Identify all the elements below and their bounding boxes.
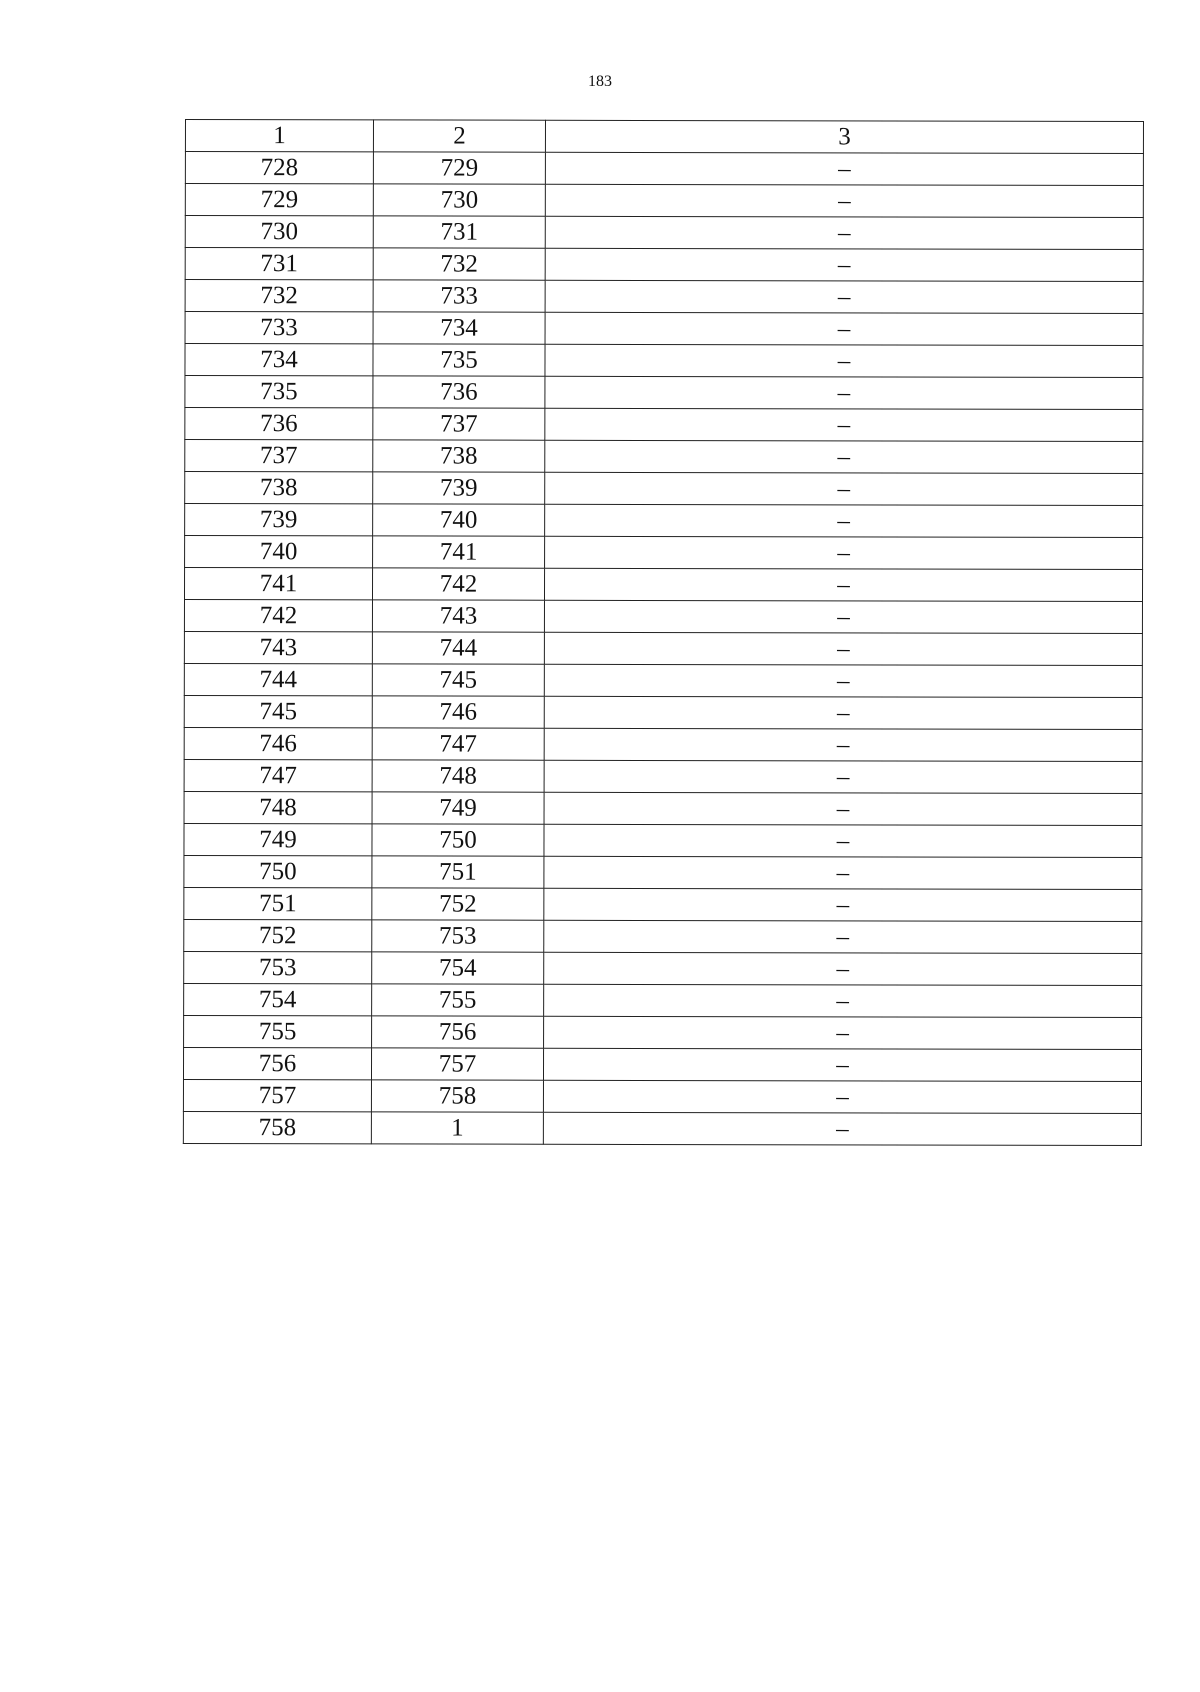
data-table <box>183 119 1144 1146</box>
table-cell: 749 <box>184 823 372 855</box>
table-cell: – <box>544 664 1142 697</box>
table-row <box>184 663 1142 697</box>
table-cell: 730 <box>185 216 373 248</box>
table-cell: – <box>543 1048 1141 1081</box>
table-cell: 747 <box>184 759 372 791</box>
table-cell: 745 <box>184 695 372 727</box>
table-cell: 737 <box>185 440 373 472</box>
table-row <box>185 536 1143 570</box>
table-row <box>185 312 1143 346</box>
table-cell: 740 <box>373 504 545 536</box>
column-header: 3 <box>545 120 1143 153</box>
table-body <box>183 120 1143 1146</box>
table-cell: – <box>543 1112 1141 1145</box>
table-row <box>183 1079 1141 1113</box>
table-cell: 742 <box>372 568 544 600</box>
table-cell: 736 <box>185 408 373 440</box>
table-cell: – <box>545 280 1143 313</box>
page-number: 183 <box>588 73 612 90</box>
table-cell: 728 <box>185 152 373 184</box>
table-row <box>184 951 1142 985</box>
table-cell: – <box>544 824 1142 857</box>
table-cell: 731 <box>185 248 373 280</box>
table-cell: 753 <box>184 951 372 983</box>
table-row <box>184 568 1142 602</box>
table-cell: 735 <box>185 376 373 408</box>
table-cell: 729 <box>373 152 545 184</box>
table-row <box>183 1111 1141 1145</box>
table-row <box>183 1047 1141 1081</box>
table-cell: 748 <box>372 760 544 792</box>
table-row <box>184 759 1142 793</box>
table-cell: – <box>544 856 1142 889</box>
table-cell: 731 <box>373 216 545 248</box>
table-cell: – <box>545 536 1143 569</box>
table-cell: 755 <box>372 984 544 1016</box>
table-cell: 757 <box>183 1079 371 1111</box>
table-row <box>184 1015 1142 1049</box>
table-row <box>184 887 1142 921</box>
table-cell: 738 <box>373 440 545 472</box>
table-cell: 755 <box>184 1015 372 1047</box>
table-row <box>184 600 1142 634</box>
table-cell: 758 <box>371 1080 543 1112</box>
table-row <box>185 184 1143 218</box>
table-cell: 743 <box>184 631 372 663</box>
table-row <box>184 727 1142 761</box>
table-cell: 752 <box>372 888 544 920</box>
table-cell: 756 <box>372 1016 544 1048</box>
table-cell: 754 <box>372 952 544 984</box>
table-row <box>185 472 1143 506</box>
table-cell: – <box>544 568 1142 601</box>
table-cell: – <box>545 344 1143 377</box>
table-cell: 750 <box>184 855 372 887</box>
table-cell: – <box>543 1080 1141 1113</box>
table-cell: 737 <box>373 408 545 440</box>
table-cell: 741 <box>373 536 545 568</box>
table-cell: 757 <box>371 1048 543 1080</box>
table-cell: – <box>544 696 1142 729</box>
table-cell: 738 <box>185 472 373 504</box>
table-cell: 729 <box>185 184 373 216</box>
table-cell: 748 <box>184 791 372 823</box>
table-cell: 740 <box>185 536 373 568</box>
table-cell: 744 <box>372 632 544 664</box>
table-cell: 751 <box>372 856 544 888</box>
table-row <box>184 983 1142 1017</box>
table-cell: – <box>545 472 1143 505</box>
table-cell: 742 <box>184 600 372 632</box>
table-cell: – <box>544 728 1142 761</box>
table-row <box>185 504 1143 538</box>
table-row <box>184 919 1142 953</box>
table-cell: – <box>545 376 1143 409</box>
table-cell: 734 <box>185 344 373 376</box>
table-cell: – <box>544 600 1142 633</box>
table-cell: 752 <box>184 919 372 951</box>
table-cell: – <box>544 888 1142 921</box>
table-cell: – <box>545 408 1143 441</box>
table-row <box>185 440 1143 474</box>
table-cell: 758 <box>183 1111 371 1143</box>
table-row <box>184 631 1142 665</box>
table-row <box>184 823 1142 857</box>
table-cell: 751 <box>184 887 372 919</box>
table-cell: 741 <box>184 568 372 600</box>
table-row <box>185 216 1143 250</box>
table-cell: 745 <box>372 664 544 696</box>
table-cell: 732 <box>185 280 373 312</box>
table-cell: 749 <box>372 792 544 824</box>
table-cell: 753 <box>372 920 544 952</box>
table-cell: 746 <box>372 696 544 728</box>
table-row <box>185 408 1143 442</box>
table-cell: 739 <box>185 504 373 536</box>
column-header: 1 <box>185 120 373 152</box>
table-cell: – <box>545 248 1143 281</box>
table-cell: – <box>544 984 1142 1017</box>
table-cell: 1 <box>371 1112 543 1144</box>
table-cell: – <box>544 952 1142 985</box>
table-row <box>185 376 1143 410</box>
table-cell: 733 <box>185 312 373 344</box>
column-header: 2 <box>373 120 545 152</box>
table-cell: 754 <box>184 983 372 1015</box>
table-cell: 735 <box>373 344 545 376</box>
table-cell: – <box>544 792 1142 825</box>
table-cell: – <box>544 632 1142 665</box>
table-cell: 756 <box>183 1047 371 1079</box>
table-cell: – <box>544 1016 1142 1049</box>
table-cell: 734 <box>373 312 545 344</box>
table-cell: 746 <box>184 727 372 759</box>
table-cell: 739 <box>373 472 545 504</box>
table-row <box>185 248 1143 282</box>
table-cell: 730 <box>373 184 545 216</box>
table-cell: 750 <box>372 824 544 856</box>
table-cell: – <box>545 312 1143 345</box>
table-cell: – <box>545 152 1143 185</box>
table-row <box>185 344 1143 378</box>
table-header-row <box>185 120 1143 154</box>
table-cell: – <box>545 184 1143 217</box>
table-cell: 732 <box>373 248 545 280</box>
table-row <box>184 695 1142 729</box>
table-cell: 744 <box>184 663 372 695</box>
table-cell: – <box>545 440 1143 473</box>
table-cell: 743 <box>372 600 544 632</box>
table-cell: 736 <box>373 376 545 408</box>
table-cell: – <box>545 504 1143 537</box>
table-cell: 747 <box>372 728 544 760</box>
table-cell: 733 <box>373 280 545 312</box>
table-row <box>185 152 1143 186</box>
table-cell: – <box>544 920 1142 953</box>
table-row <box>185 280 1143 314</box>
table-cell: – <box>545 216 1143 249</box>
table-row <box>184 791 1142 825</box>
table-row <box>184 855 1142 889</box>
table-cell: – <box>544 760 1142 793</box>
